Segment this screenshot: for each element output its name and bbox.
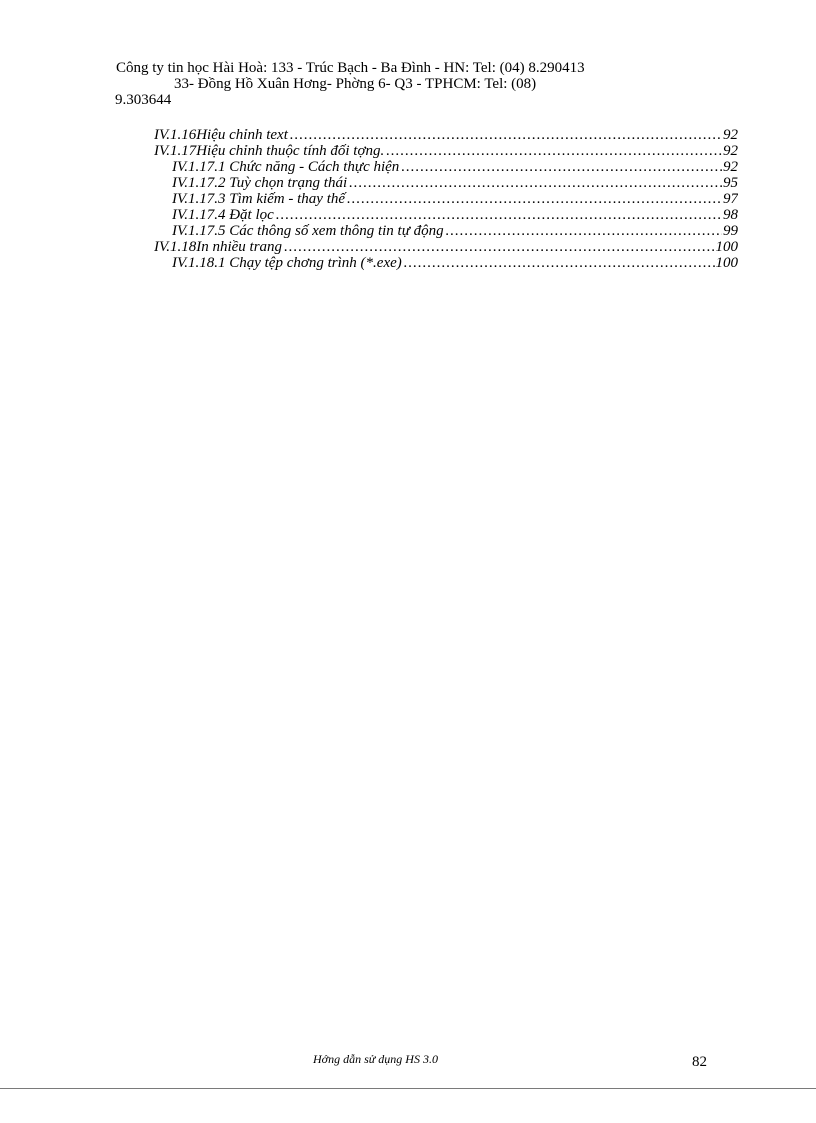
- toc-leader-dots: [290, 127, 722, 143]
- toc-entry-title: IV.1.17.3 Tìm kiếm - thay thế: [172, 191, 346, 207]
- toc-leader-dots: [404, 255, 715, 271]
- page-number: 82: [692, 1054, 707, 1070]
- toc-entry-page: 100: [715, 255, 738, 271]
- toc-entry-title: IV.1.17.5 Các thông số xem thông tin tự động: [172, 223, 444, 239]
- toc-entry-title: IV.1.17.4 Đặt lọc: [172, 207, 274, 223]
- company-info-line: Công ty tin học Hài Hoà: 133 - Trúc Bạch - Ba Đình - HN: Tel: (04) 8.290413: [116, 60, 585, 76]
- toc-entry-page: 92: [723, 127, 738, 143]
- toc-leader-dots: [401, 159, 722, 175]
- branch-address-line: 33- Đồng Hồ Xuân Hơng- Phờng 6- Q3 - TPHCM: Tel: (08): [174, 76, 537, 92]
- toc-entry-page: 99: [723, 223, 738, 239]
- toc-entry[interactable]: [172, 159, 738, 175]
- toc-entry[interactable]: [154, 239, 738, 255]
- toc-leader-dots: [386, 143, 722, 159]
- toc-entry[interactable]: [172, 255, 738, 271]
- toc-entry[interactable]: [172, 223, 738, 239]
- toc-entry[interactable]: [154, 143, 738, 159]
- toc-entry[interactable]: [172, 207, 738, 223]
- page-header: [116, 60, 756, 108]
- toc-entry-title: IV.1.17.1 Chức năng - Cách thực hiện: [172, 159, 400, 175]
- toc-leader-dots: [349, 175, 722, 191]
- toc-entry-title: IV.1.17.2 Tuỳ chọn trạng thái: [172, 175, 348, 191]
- toc-entry-page: 92: [723, 159, 738, 175]
- toc-entry[interactable]: [172, 191, 738, 207]
- toc-entry-page: 92: [723, 143, 738, 159]
- toc-entry-title: IV.1.17Hiệu chỉnh thuộc tính đối tợng.: [154, 143, 385, 159]
- branch-phone-line: 9.303644: [115, 92, 172, 108]
- toc-entry[interactable]: [172, 175, 738, 191]
- footer-title: Hớng dẫn sử dụng HS 3.0: [313, 1052, 438, 1066]
- toc-entry[interactable]: [154, 127, 738, 143]
- toc-entry-title: IV.1.16Hiệu chỉnh text: [154, 127, 288, 143]
- toc-leader-dots: [284, 239, 714, 255]
- toc-entry-page: 98: [723, 207, 738, 223]
- toc-entry-page: 95: [723, 175, 738, 191]
- toc-leader-dots: [446, 223, 722, 239]
- toc-entry-page: 97: [723, 191, 738, 207]
- toc-leader-dots: [347, 191, 722, 207]
- table-of-contents: [0, 127, 816, 271]
- toc-entry-page: 100: [715, 239, 738, 255]
- toc-entry-title: IV.1.18In nhiều trang: [154, 239, 283, 255]
- footer-divider: [0, 1088, 816, 1089]
- toc-entry-title: IV.1.18.1 Chạy tệp chơng trình (*.exe): [172, 255, 402, 271]
- toc-leader-dots: [276, 207, 722, 223]
